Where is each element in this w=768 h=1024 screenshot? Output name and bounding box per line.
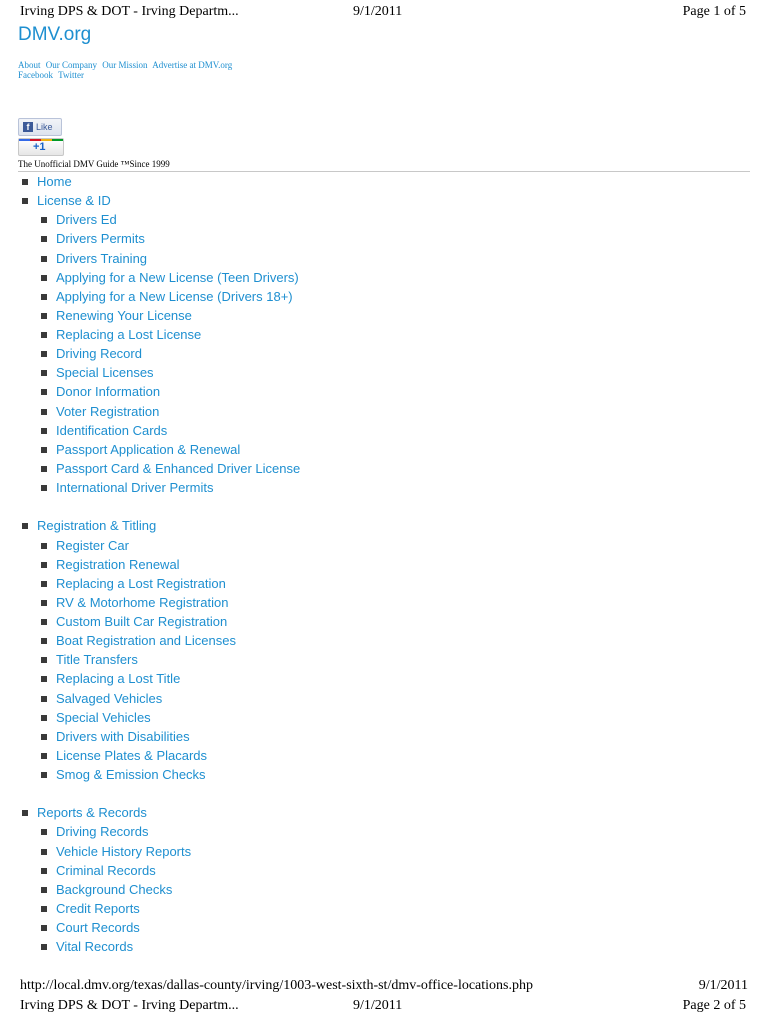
page-title-2: Irving DPS & DOT - Irving Departm... — [20, 998, 239, 1013]
pdf-page-footer — [0, 976, 768, 996]
nav-link-label: Register Car — [56, 537, 129, 553]
square-bullet-icon — [41, 562, 47, 568]
nav-link-label: Background Checks — [56, 881, 173, 897]
square-bullet-icon — [41, 275, 47, 281]
nav-link-label: Credit Reports — [56, 900, 140, 916]
nav-link-label: Drivers Training — [56, 250, 148, 266]
nav-link-label: Registration Renewal — [56, 556, 180, 572]
nav-link-label: Replacing a Lost License — [56, 327, 202, 342]
facebook-link[interactable]: Facebook — [18, 70, 53, 80]
square-bullet-icon — [22, 179, 28, 185]
square-bullet-icon — [41, 619, 47, 625]
square-bullet-icon — [41, 925, 47, 931]
nav-link-label: International Driver Permits — [56, 480, 214, 496]
square-bullet-icon — [22, 810, 28, 816]
nav-link-label: Special Vehicles — [56, 709, 151, 725]
google-plus-one-button[interactable] — [18, 138, 64, 156]
square-bullet-icon — [41, 581, 47, 587]
footer-date: 9/1/2011 — [698, 978, 748, 993]
square-bullet-icon — [41, 887, 47, 893]
square-bullet-icon — [41, 332, 47, 338]
nav-link-label: Replacing a Lost Registration — [56, 575, 226, 591]
our-mission-link[interactable]: Our Mission — [102, 60, 148, 70]
nav-link-label: Driving Records — [56, 824, 149, 840]
square-bullet-icon — [41, 906, 47, 912]
nav-link-label: Criminal Records — [56, 862, 156, 878]
square-bullet-icon — [41, 351, 47, 357]
square-bullet-icon — [41, 849, 47, 855]
nav-link-label: Identification Cards — [56, 422, 168, 438]
nav-link-label: Vital Records — [56, 939, 134, 955]
page-number-2: Page 2 of 5 — [682, 998, 746, 1013]
square-bullet-icon — [41, 868, 47, 874]
nav-link-label: Reports & Records — [37, 805, 147, 821]
square-bullet-icon — [22, 198, 28, 204]
square-bullet-icon — [41, 753, 47, 759]
square-bullet-icon — [41, 715, 47, 721]
facebook-icon: f — [23, 122, 33, 132]
nav-link-label: Salvaged Vehicles — [56, 690, 163, 706]
nav-link-label: Voter Registration — [56, 403, 160, 419]
site-logo-link[interactable]: DMV.org — [18, 24, 92, 45]
square-bullet-icon — [41, 944, 47, 950]
square-bullet-icon — [41, 389, 47, 395]
nav-link-label: Home — [37, 174, 72, 189]
square-bullet-icon — [41, 370, 47, 376]
top-links — [18, 60, 278, 80]
square-bullet-icon — [41, 294, 47, 300]
twitter-link[interactable]: Twitter — [58, 70, 84, 80]
square-bullet-icon — [41, 734, 47, 740]
tagline: The Unofficial DMV Guide ™Since 1999 — [18, 159, 170, 169]
nav-link-label: License & ID — [37, 193, 111, 209]
square-bullet-icon — [41, 256, 47, 262]
print-date: 9/1/2011 — [353, 4, 403, 19]
square-bullet-icon — [41, 485, 47, 491]
nav-link-label: Special Licenses — [56, 365, 154, 381]
nav-link-label: RV & Motorhome Registration — [56, 594, 229, 610]
nav-link-label: Applying for a New License (Teen Drivers) — [56, 269, 299, 285]
square-bullet-icon — [41, 466, 47, 472]
page-url: http://local.dmv.org/texas/dallas-county/irving/1003-west-sixth-st/dmv-office-locations.php — [20, 978, 533, 993]
square-bullet-icon — [41, 772, 47, 778]
square-bullet-icon — [41, 217, 47, 223]
nav-link-label: Vehicle History Reports — [56, 843, 192, 859]
print-date-2: 9/1/2011 — [353, 998, 403, 1013]
nav-link-label: License Plates & Placards — [56, 747, 208, 763]
square-bullet-icon — [41, 638, 47, 644]
advertise-link[interactable]: Advertise at DMV.org — [152, 60, 233, 70]
nav-link-label: Court Records — [56, 920, 140, 936]
nav-link-label: Title Transfers — [56, 652, 138, 668]
square-bullet-icon — [22, 523, 28, 529]
nav-link-label: Registration & Titling — [37, 518, 157, 534]
nav-link-label: Passport Card & Enhanced Driver License — [56, 460, 301, 476]
pdf-page-header-2 — [0, 994, 768, 1016]
square-bullet-icon — [41, 236, 47, 242]
about-link[interactable]: About — [18, 60, 41, 70]
square-bullet-icon — [41, 600, 47, 606]
square-bullet-icon — [41, 428, 47, 434]
pdf-page-header — [0, 0, 768, 22]
divider — [18, 171, 750, 172]
square-bullet-icon — [41, 543, 47, 549]
nav-link-label: Drivers Ed — [56, 212, 117, 228]
page-number: Page 1 of 5 — [682, 4, 746, 19]
square-bullet-icon — [41, 313, 47, 319]
nav-link-label: Driving Record — [56, 346, 142, 362]
square-bullet-icon — [41, 409, 47, 415]
square-bullet-icon — [41, 657, 47, 663]
facebook-like-button[interactable] — [18, 118, 62, 136]
square-bullet-icon — [41, 676, 47, 682]
nav-link-label: Donor Information — [56, 384, 161, 400]
square-bullet-icon — [41, 696, 47, 702]
nav-link-label: Custom Built Car Registration — [56, 614, 228, 629]
nav-link-label: Smog & Emission Checks — [56, 767, 206, 782]
square-bullet-icon — [41, 829, 47, 835]
nav-link-label: Replacing a Lost Title — [56, 671, 181, 687]
nav-link-label: Renewing Your License — [56, 307, 192, 323]
our-company-link[interactable]: Our Company — [45, 60, 97, 70]
nav-link-label: Drivers Permits — [56, 231, 145, 247]
nav-link-label: Applying for a New License (Drivers 18+) — [56, 288, 293, 304]
nav-link-label: Boat Registration and Licenses — [56, 633, 236, 649]
square-bullet-icon — [41, 447, 47, 453]
page-title: Irving DPS & DOT - Irving Departm... — [20, 4, 239, 19]
nav-link-label: Drivers with Disabilities — [56, 728, 190, 744]
plus-one-label: +1 — [33, 141, 46, 153]
nav-link-label: Passport Application & Renewal — [56, 441, 241, 457]
like-label: Like — [36, 122, 53, 132]
